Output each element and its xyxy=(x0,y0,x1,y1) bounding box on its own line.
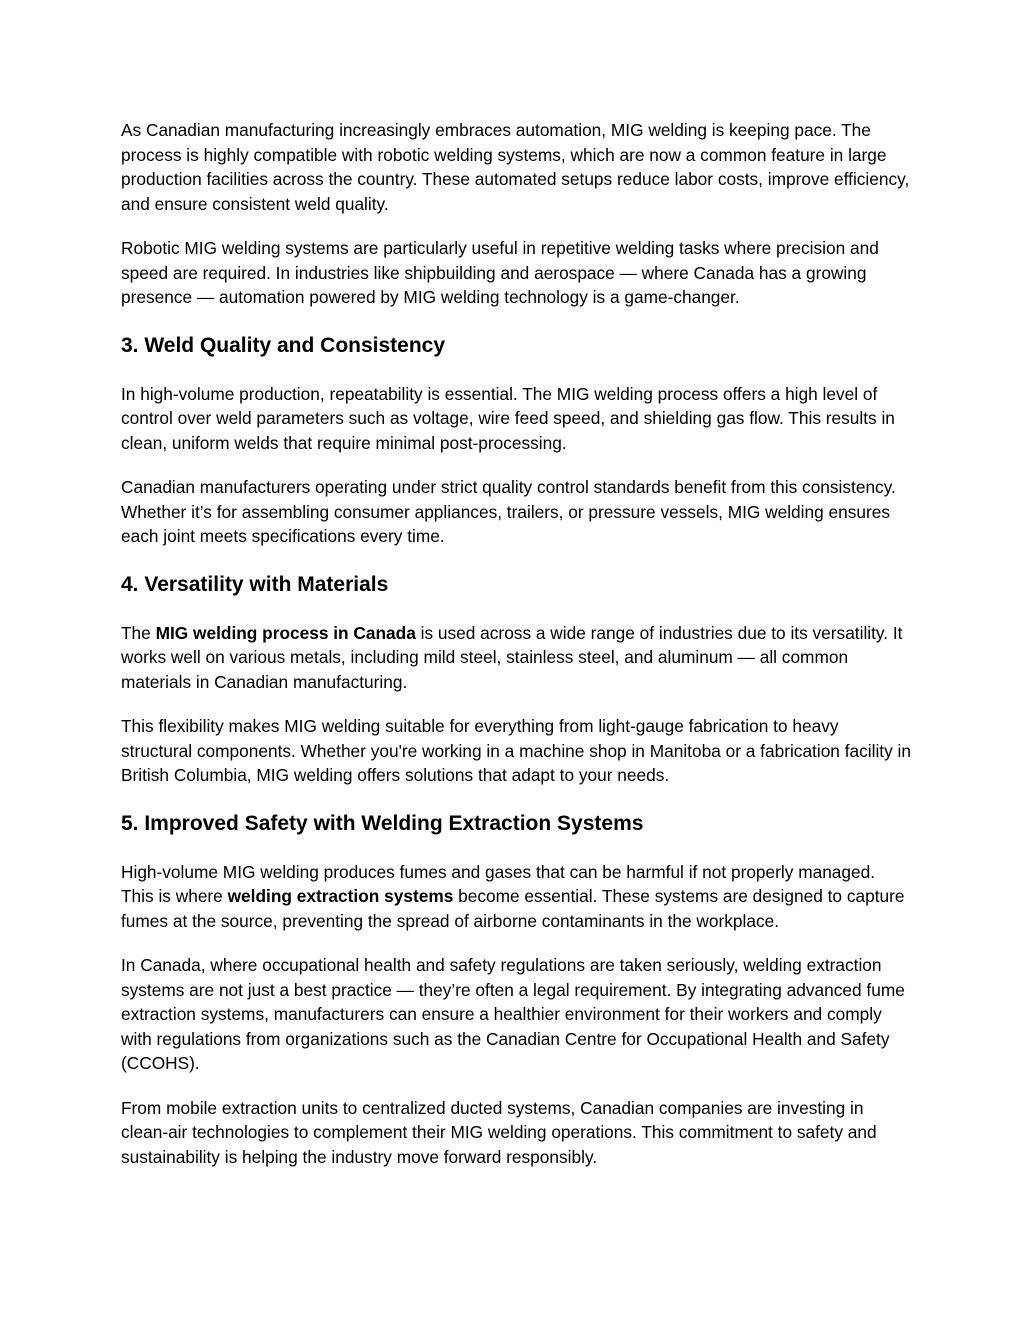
paragraph-consistency: Canadian manufacturers operating under strict quality control standards benefit from this consistency. Whether it’s for assembling consumer appliances, trailers, or pressure vessels, MIG welding ensures each joint meets specifications every time. xyxy=(121,477,896,546)
text-run: The xyxy=(121,622,156,643)
document-page xyxy=(121,118,911,1189)
text-run: become essential. These systems are designed to capture fumes at the source, preventing the spread of airborne contaminants in the workplace. xyxy=(121,886,905,931)
paragraph-robotic-welding: Robotic MIG welding systems are particularly useful in repetitive welding tasks where precision and speed are required. In industries like shipbuilding and aerospace — where Canada has a growing presence — automation powered by MIG welding technology is a game-changer. xyxy=(121,238,879,307)
paragraph-repeatability: In high-volume production, repeatability is essential. The MIG welding process offers a high level of control over weld parameters such as voltage, wire feed speed, and shielding gas flow. This results in clean, uniform welds that require minimal post-processing. xyxy=(121,383,895,453)
bold-phrase-extraction-systems: welding extraction systems xyxy=(227,886,454,906)
text-run: High-volume MIG welding produces fumes and gases that can be harmful if not properly managed. This is where xyxy=(121,861,876,906)
paragraph-regulations: In Canada, where occupational health and safety regulations are taken seriously, welding extraction systems are not just a best practice — they’re often a legal requirement. By integrating advanced fume extraction systems, manufacturers can ensure a healthier environment for their workers and comply with regulations from organizations such as the Canadian Centre for Occupational Health and Safety (CCOHS). xyxy=(121,955,905,1073)
paragraph-fumes xyxy=(121,860,911,934)
paragraph-flexibility: This flexibility makes MIG welding suitable for everything from light-gauge fabrication to heavy structural components. Whether you're working in a machine shop in Manitoba or a fabrication facility in British Columbia, MIG welding offers solutions that adapt to your needs. xyxy=(121,716,911,785)
text-run: is used across a wide range of industries due to its versatility. It works well on various metals, including mild steel, stainless steel, and aluminum — all common materials in Canadian manufacturing. xyxy=(121,622,903,692)
bold-phrase-mig-process: MIG welding process in Canada xyxy=(155,622,416,643)
paragraph-automation: As Canadian manufacturing increasingly embraces automation, MIG welding is keeping pace. The process is highly compatible with robotic welding systems, which are now a common feature in large production facilities across the country. These automated setups reduce labor costs, improve efficiency, and ensure consistent weld quality. xyxy=(121,120,910,214)
section-heading-weld-quality: 3. Weld Quality and Consistency xyxy=(121,333,446,357)
section-heading-versatility: 4. Versatility with Materials xyxy=(121,572,389,596)
paragraph-clean-air: From mobile extraction units to centralized ducted systems, Canadian companies are investing in clean-air technologies to complement their MIG welding operations. This commitment to safety and sustainability is helping the industry move forward responsibly. xyxy=(121,1097,877,1167)
paragraph-mig-process-canada xyxy=(121,621,911,695)
section-heading-safety: 5. Improved Safety with Welding Extraction Systems xyxy=(121,811,644,835)
